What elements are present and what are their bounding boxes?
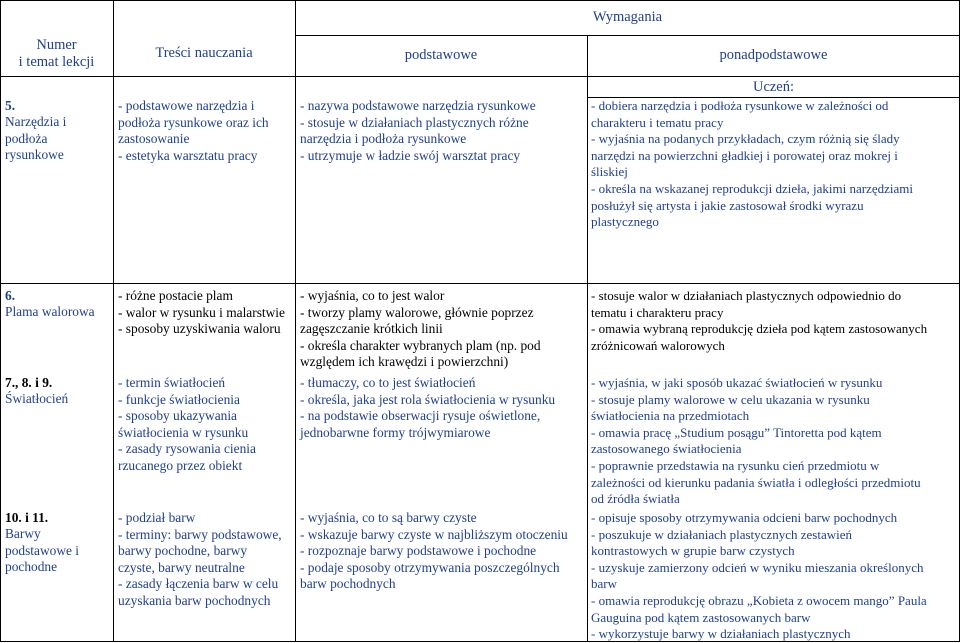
header-bottom-border	[0, 76, 960, 77]
header-basic: podstawowe	[404, 47, 478, 63]
col-divider-2	[295, 0, 296, 642]
advanced-requirements-cell: - opisuje sposoby otrzymywania odcieni barw pochodnych - poszukuje w działaniach plastycznych zestawień kontrastowych w grupie barw czystych - uzyskuje zamierzony odcień w wyniku mieszania określonych barw - omawia reprodukcję obrazu „Kobieta z owocem mango” Paula Gauguina pod kątem zastosowanych barw - wykorzystuje barwy w działaniach plastycznych	[591, 510, 927, 642]
basic-requirements-cell: - tłumaczy, co to jest światłocień - określa, jaka jest rola światłocienia w rysunku - na podstawie obserwacji rysuje oświetlone, jednobarwne formy trójwymiarowe	[300, 375, 556, 440]
col-divider-3	[587, 35, 588, 642]
col-divider-1	[113, 0, 114, 642]
content-cell: - podstawowe narzędzia i podłoża rysunkowe oraz ich zastosowanie - estetyka warsztatu pracy	[118, 98, 269, 163]
topic-number: 6.	[5, 288, 16, 303]
topic-title: Narzędzia i podłoża rysunkowe	[5, 114, 67, 163]
header-advanced: ponadpodstawowe	[719, 47, 828, 63]
table-border-left	[0, 0, 1, 642]
basic-requirements-cell: - nazywa podstawowe narzędzia rysunkowe - stosuje w działaniach plastycznych różne narzędzia i podłoża rysunkowe - utrzymuje w ładzie swój warsztat pracy	[300, 98, 536, 163]
topic-number: 7., 8. i 9.	[5, 375, 53, 390]
row-divider-1	[0, 283, 960, 284]
content-cell: - różne postacie plam - walor w rysunku i malarstwie - sposoby uzyskiwania waloru	[118, 288, 285, 337]
basic-requirements-cell: - wyjaśnia, co to są barwy czyste - wskazuje barwy czyste w najbliższym otoczeniu - rozpoznaje barwy podstawowe i pochodne - podaje sposoby otrzymywania poszczególnych barw pochodnych	[300, 510, 568, 592]
topic-number: 5.	[5, 98, 16, 113]
header-content: Treści nauczania	[155, 45, 253, 61]
topic-title: Światłocień	[5, 391, 69, 406]
topic-number: 10. i 11.	[5, 510, 49, 525]
advanced-requirements-cell: - dobiera narzędzia i podłoża rysunkowe w zależności od charakteru i tematu pracy - wyjaśnia na podanych przykładach, czym różnią się ślady narzędzi na powierzchni gładkiej i porowatej oraz mokrej i śliskiej - określa na wskazanej reprodukcji dzieła, jakimi narzędziami posłużył się artysta i jakie zastosował środki wyrazu plastycznego	[591, 98, 913, 230]
basic-requirements-cell: - wyjaśnia, co to jest walor - tworzy plamy walorowe, głównie poprzez zagęszczanie krótkich linii - określa charakter wybranych plam (np. pod względem ich krawędzi i powierzchni)	[300, 288, 541, 370]
advanced-requirements-cell: - wyjaśnia, w jaki sposób ukazać światłocień w rysunku - stosuje plamy walorowe w celu ukazania w rysunku światłocienia na przedmiotach - omawia pracę „Studium posągu” Tintoretta pod kątem zastosowanego światłocienia - poprawnie przedstawia na rysunku cień przedmiotu w zależności od kierunku padania światła i odległości przedmiotu od źródła światła	[591, 375, 921, 507]
table-border-top	[0, 0, 960, 1]
content-cell: - termin światłocień - funkcje światłocienia - sposoby ukazywania światłocienia w rysunku - zasady rysowania cienia rzucanego przez obiekt	[118, 375, 256, 473]
header-student: Uczeń:	[752, 79, 795, 95]
header-requirements: Wymagania	[592, 9, 663, 25]
content-cell: - podział barw - terminy: barwy podstawowe, barwy pochodne, barwy czyste, barwy neutralne - zasady łączenia barw w celu uzyskania barw pochodnych	[118, 510, 282, 608]
requirements-divider	[295, 35, 960, 36]
topic-title: Plama walorowa	[5, 304, 95, 319]
header-number-topic: Numer i temat lekcji	[18, 37, 95, 70]
advanced-requirements-cell: - stosuje walor w działaniach plastycznych odpowiednio do tematu i charakteru pracy - omawia wybraną reprodukcję dzieła pod kątem zastosowanych zróżnicowań walorowych	[591, 288, 928, 353]
topic-title: Barwy podstawowe i pochodne	[5, 526, 80, 575]
